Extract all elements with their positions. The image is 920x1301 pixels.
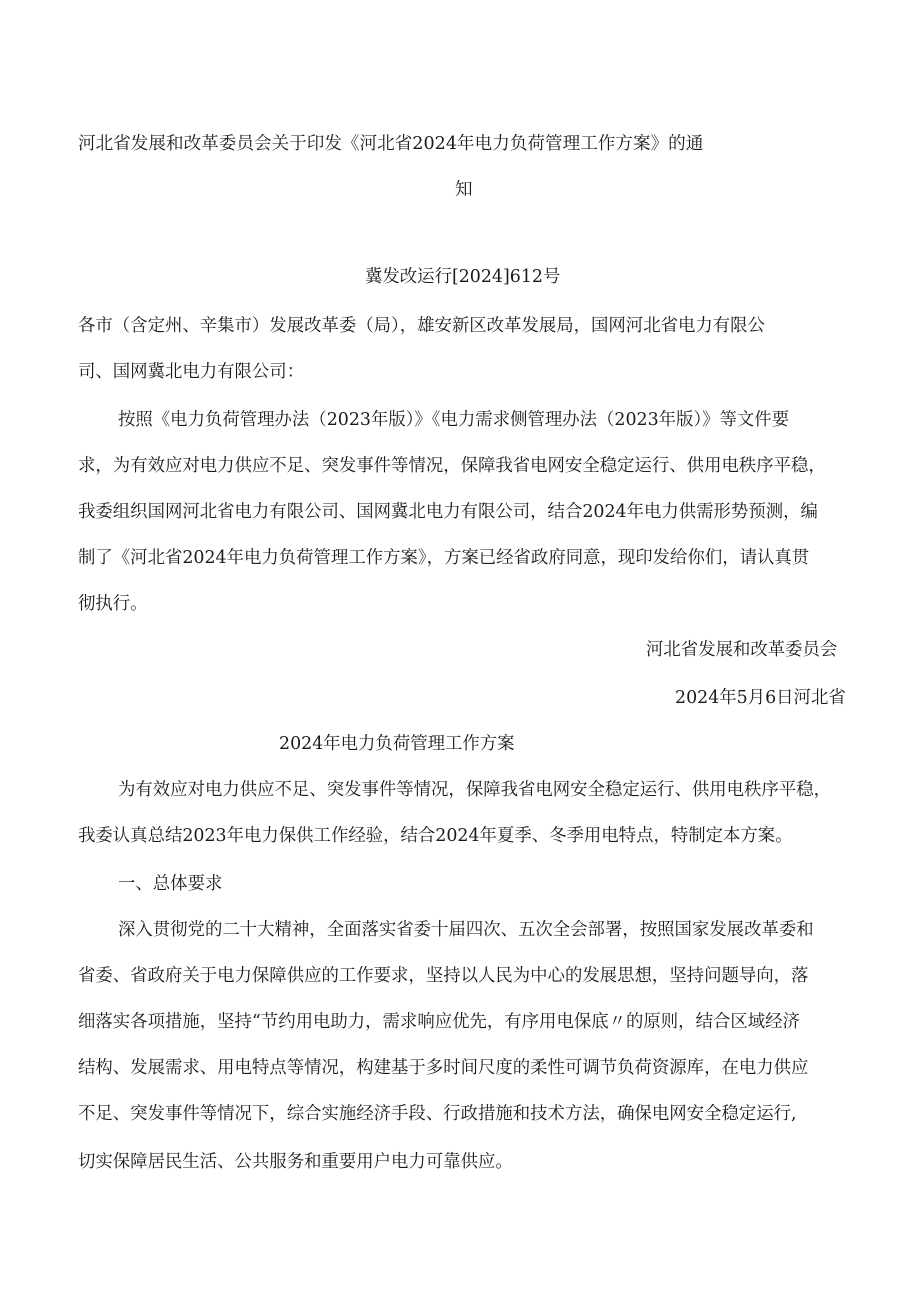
notice-body-line: 彻执行。 xyxy=(78,594,148,614)
plan-intro-line: 为有效应对电力供应不足、突发事件等情况，保障我省电网安全稳定运行、供用电秩序平稳， xyxy=(118,780,832,800)
signature-issuer: 河北省发展和改革委员会 xyxy=(646,640,838,660)
document-title-line-2: 知 xyxy=(455,180,473,200)
section-body-line: 细落实各项措施，坚持“节约用电助力，需求响应优先，有序用电保底〃的原则，结合区域经济 xyxy=(78,1012,800,1032)
document-title-line-1: 河北省发展和改革委员会关于印发《河北省2024年电力负荷管理工作方案》的通 xyxy=(78,134,704,154)
plan-intro-line: 我委认真总结2023年电力保供工作经验，结合2024年夏季、冬季用电特点，特制定本方案。 xyxy=(78,826,793,846)
recipients-line-1: 各市（含定州、辛集市）发展改革委（局），雄安新区改革发展局，国网河北省电力有限公 xyxy=(78,316,765,336)
section-body-line: 结构、发展需求、用电特点等情况，构建基于多时间尺度的柔性可调节负荷资源库，在电力供应 xyxy=(78,1058,809,1078)
notice-body-line: 按照《电力负荷管理办法（2023年版）》《电力需求侧管理办法（2023年版）》等文件要 xyxy=(118,410,790,430)
plan-title: 2024年电力负荷管理工作方案 xyxy=(279,734,515,754)
signature-date: 2024年5月6日河北省 xyxy=(675,688,846,708)
notice-body-line: 制了《河北省2024年电力负荷管理工作方案》，方案已经省政府同意，现印发给你们，请认真贯 xyxy=(78,548,810,568)
section-body-line: 省委、省政府关于电力保障供应的工作要求，坚持以人民为中心的发展思想，坚持问题导向，落 xyxy=(78,966,809,986)
section-body-line: 不足、突发事件等情况下，综合实施经济手段、行政措施和技术方法，确保电网安全稳定运行, xyxy=(78,1104,797,1124)
notice-body-line: 求，为有效应对电力供应不足、突发事件等情况，保障我省电网安全稳定运行、供用电秩序平稳， xyxy=(78,456,826,476)
section-body-line: 切实保障居民生活、公共服务和重要用户电力可靠供应。 xyxy=(78,1152,513,1172)
section-heading: 一、总体要求 xyxy=(118,874,223,894)
notice-body-line: 我委组织国网河北省电力有限公司、国网冀北电力有限公司，结合2024年电力供需形势预测，编 xyxy=(78,502,818,522)
section-body-line: 深入贯彻党的二十大精神，全面落实省委十届四次、五次全会部署，按照国家发展改革委和 xyxy=(118,920,814,940)
document-number: 冀发改运行[2024]612号 xyxy=(365,267,561,287)
recipients-line-2: 司、国网冀北电力有限公司： xyxy=(78,362,305,382)
